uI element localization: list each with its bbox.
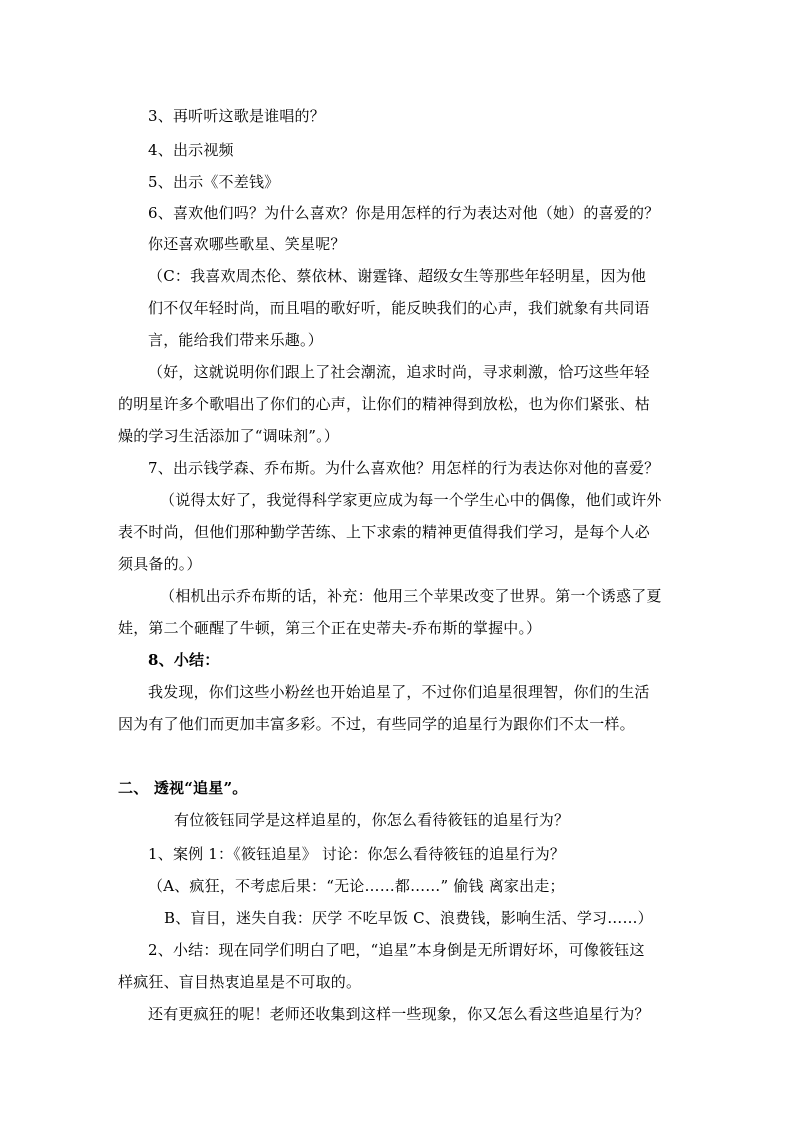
- text-line: （说得太好了，我觉得科学家更应成为每一个学生心中的偶像，他们或许外: [160, 491, 662, 509]
- text-line: 须具备的。）: [118, 555, 202, 573]
- text-line: 还有更疯狂的呢！老师还收集到这样一些现象，你又怎么看这些追星行为？: [148, 1005, 650, 1023]
- section-heading: 二、 透视“追星”。: [118, 779, 248, 797]
- text-line: 6、喜欢他们吗？为什么喜欢？你是用怎样的行为表达对他（她）的喜爱的？: [148, 204, 660, 222]
- text-line: 4、出示视频: [148, 141, 234, 159]
- text-line: 2、小结：现在同学们明白了吧，“追星”本身倒是无所谓好坏，可像筱钰这: [148, 941, 645, 959]
- text-line: 表不时尚，但他们那种勤学苦练、上下求索的精神更值得我们学习，是每个人必: [118, 523, 651, 541]
- text-line: 我发现，你们这些小粉丝也开始追星了，不过你们追星很理智，你们的生活: [148, 683, 650, 701]
- text-line: （C：我喜欢周杰伦、蔡依林、谢霆锋、超级女生等那些年轻明星，因为他: [148, 267, 647, 285]
- text-line: 你还喜欢哪些歌星、笑星呢？: [148, 235, 346, 253]
- text-line: 5、出示《不差钱》: [148, 173, 280, 191]
- text-line: 们不仅年轻时尚，而且唱的歌好听，能反映我们的心声，我们就象有共同语: [148, 299, 650, 317]
- text-line: （好，这就说明你们跟上了社会潮流，追求时尚，寻求刺激，恰巧这些年轻: [148, 363, 650, 381]
- text-line: 言，能给我们带来乐趣。）: [148, 331, 323, 349]
- text-line: 的明星许多个歌唱出了你们的心声，让你们的精神得到放松，也为你们紧张、枯: [118, 395, 651, 413]
- text-line: 有位筱钰同学是这样追星的，你怎么看待筱钰的追星行为？: [174, 811, 570, 829]
- text-line: 7、出示钱学森、乔布斯。为什么喜欢他？用怎样的行为表达你对他的喜爱？: [148, 459, 660, 477]
- text-line: 样疯狂、盲目热衷追星是不可取的。: [118, 973, 362, 991]
- text-line: 因为有了他们而更加丰富多彩。不过，有些同学的追星行为跟你们不太一样。: [118, 715, 635, 733]
- text-line: B、盲目，迷失自我：厌学 不吃早饭 C、浪费钱，影响生活、学习……）: [164, 909, 653, 927]
- text-line: 1、案例 1：《筱钰追星》 讨论：你怎么看待筱钰的追星行为？: [148, 845, 566, 863]
- text-line: 燥的学习生活添加了“调味剂”。）: [118, 427, 340, 445]
- section-summary-heading: 8、小结：: [148, 651, 220, 669]
- text-line: （相机出示乔布斯的话，补充：他用三个苹果改变了世界。第一个诱惑了夏: [160, 587, 662, 605]
- text-line: （A、疯狂，不考虑后果：“无论……都……” 偷钱 离家出走；: [148, 877, 565, 895]
- text-line: 娃，第二个砸醒了牛顿，第三个正在史蒂夫-乔布斯的掌握中。）: [118, 619, 542, 637]
- text-line: 3、再听听这歌是谁唱的？: [148, 107, 325, 125]
